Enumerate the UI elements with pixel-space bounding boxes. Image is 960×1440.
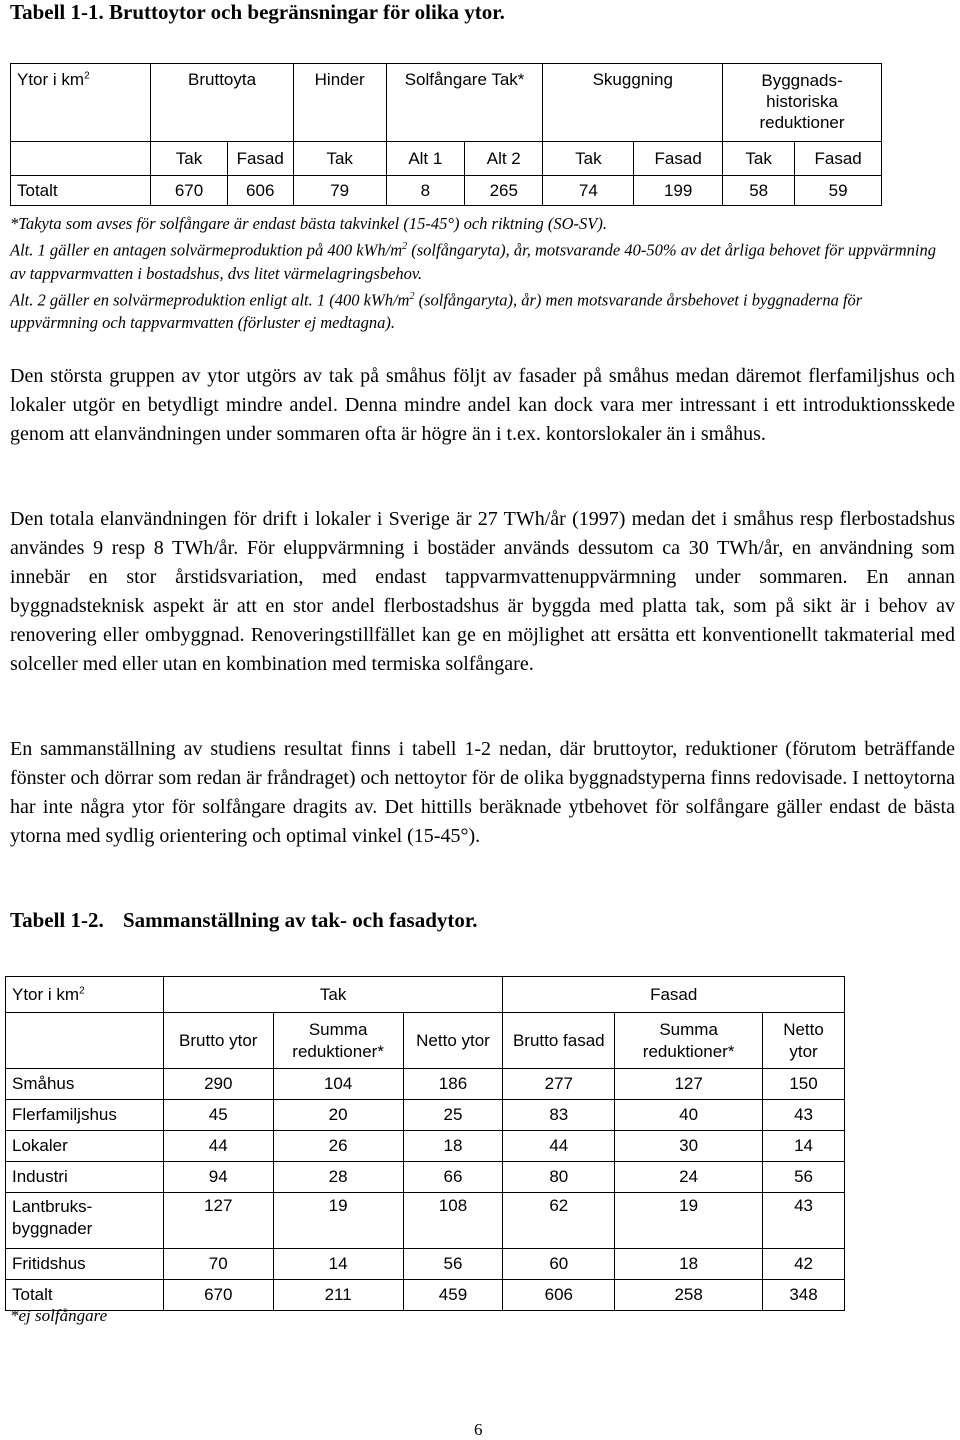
table1-header-ytor: Ytor i $km^2$ [11,64,151,142]
table1-cell: 59 [795,176,882,206]
table2-cell: 127 [163,1193,273,1249]
table2-header-ytor: Ytor i $km^2$ [6,977,164,1013]
table2-cell: 24 [615,1162,763,1193]
paragraph-1: Den största gruppen av ytor utgörs av tak på småhus följt av fasader på småhus medan däremot flerfamiljshus och lokaler utgör en betydligt mindre andel. Denna mindre andel kan dock vara mer intressant i ett introduktionsskede genom att elanvändningen under sommaren ofta är högre än i t.ex. kontorslokaler än i småhus. [10,365,955,445]
table1-note-alt1: Alt. 1 gäller en antagen solvärmeproduktion på 400 kWh/$m^2$ (solfångaryta), år, motsvarande 40-50% av det årliga behovet för uppvärmning av tappvarmvatten i bostadshus, dvs litet värmelagringsbehov. [10,240,936,283]
table2-header-row [6,977,845,1013]
table1-cell: 58 [723,176,795,206]
table2-cell: 348 [763,1280,845,1311]
table1-cell: 670 [151,176,227,206]
table2-row-label: Flerfamiljshus [6,1100,164,1131]
table2-cell: 80 [503,1162,615,1193]
table2-cell: 606 [503,1280,615,1311]
table1-row-label: Totalt [11,176,151,206]
table2-cell: 40 [615,1100,763,1131]
table-row [6,1100,845,1131]
table2-row-label: Fritidshus [6,1249,164,1280]
table1-cell: 265 [465,176,543,206]
table1-subheader: Tak [723,142,795,176]
table2-cell: 19 [273,1193,403,1249]
table2-subheader: Brutto ytor [163,1013,273,1069]
table2-subheader-row [6,1013,845,1069]
table2-cell: 459 [403,1280,503,1311]
table2-body [6,1069,845,1311]
table-row [6,1280,845,1311]
table2-cell: 42 [763,1249,845,1280]
table1-header-hinder: Hinder [293,64,386,142]
table2-cell: 43 [763,1193,845,1249]
paragraph-2: Den totala elanvändningen för drift i lokaler i Sverige är 27 TWh/år (1997) medan det i småhus resp flerbostadshus användes 9 resp 8 TWh/år. För eluppvärmning i bostäder används dessutom ca 30 TWh/år, en användning som innebär en stor årstidsvariation, med endast tappvarmvattenuppvärmning under sommaren. En annan byggnadsteknisk aspekt är att en stor andel flerbostadshus är byggda med platta tak, som på sikt är i behov av renovering eller ombyggnad. Renoveringstillfället kan ge en möjlighet att ersätta ett konventionellt takmaterial med solceller med eller utan en kombination med termiska solfångare. [10,508,955,675]
table2-cell: 19 [615,1193,763,1249]
paragraph-3: En sammanställning av studiens resultat finns i tabell 1-2 nedan, där bruttoytor, reduktioner (förutom beträffande fönster och dörrar som redan är fråndraget) och nettoytor för de olika byggnadstyperna finns redovisade. I nettoytorna har inte några ytor för solfångare dragits av. Det hittills beräknade ytbehovet för solfångare gäller endast de bästa ytorna med sydlig orientering och optimal vinkel (15-45°). [10,738,955,847]
table1-subheader: Tak [543,142,634,176]
table1-header-skuggning: Skuggning [543,64,723,142]
page-number: 6 [474,1420,483,1439]
table1-subheader: Alt 1 [386,142,464,176]
table2-cell: 70 [163,1249,273,1280]
table2-footnote: *ej solfångare [10,1306,108,1325]
table1-cell: 8 [386,176,464,206]
table2-cell: 66 [403,1162,503,1193]
table1-total-row [11,176,882,206]
table2-cell: 290 [163,1069,273,1100]
table2 [5,976,845,1311]
table2-header-fasad: Fasad [503,977,845,1013]
table1-subheader: Fasad [795,142,882,176]
table2-subheader: Netto ytor [403,1013,503,1069]
table1-subheader: Fasad [634,142,723,176]
table1-header-bruttoyta: Bruttoyta [151,64,293,142]
table2-cell: 14 [763,1131,845,1162]
table2-cell: 14 [273,1249,403,1280]
table2-row-label: Industri [6,1162,164,1193]
table2-cell: 44 [503,1131,615,1162]
table2-row-label: Lokaler [6,1131,164,1162]
table2-caption-number: Tabell 1-2. [10,908,104,932]
table2-row-label: Totalt [6,1280,164,1311]
table1-subheader: Tak [151,142,227,176]
table1-header-solfangare: Solfångare Tak* [386,64,543,142]
table2-cell: 211 [273,1280,403,1311]
table2-cell: 25 [403,1100,503,1131]
table2-cell: 56 [763,1162,845,1193]
table1-note-takyta: *Takyta som avses för solfångare är endast bästa takvinkel (15-45°) och riktning (SO-SV). [10,214,608,233]
table2-cell: 670 [163,1280,273,1311]
table2-cell: 127 [615,1069,763,1100]
table2-cell: 18 [403,1131,503,1162]
table-row [6,1162,845,1193]
table2-cell: 18 [615,1249,763,1280]
table-row [6,1131,845,1162]
table1-cell: 606 [227,176,293,206]
table2-cell: 62 [503,1193,615,1249]
table-row [6,1249,845,1280]
table1-note-alt2: Alt. 2 gäller en solvärmeproduktion enligt alt. 1 (400 kWh/$m^2$ (solfångaryta), år) men motsvarande årsbehovet i byggnaderna för uppvärmning och tappvarmvatten (förluster ej medtagna). [10,290,863,332]
table1-cell: 199 [634,176,723,206]
table1-subheader: Fasad [227,142,293,176]
table2-subheader: Summa reduktioner* [615,1013,763,1069]
table2-cell: 277 [503,1069,615,1100]
table2-cell: 45 [163,1100,273,1131]
table2-cell: 56 [403,1249,503,1280]
table1-subheader-empty [11,142,151,176]
table2-cell: 28 [273,1162,403,1193]
table2-cell: 20 [273,1100,403,1131]
table2-cell: 26 [273,1131,403,1162]
table2-cell: 108 [403,1193,503,1249]
table1-subheader-row [11,142,882,176]
table2-subheader: Summa reduktioner* [273,1013,403,1069]
table1-notes [10,212,950,334]
table2-cell: 44 [163,1131,273,1162]
table2-cell: 60 [503,1249,615,1280]
table-row [6,1069,845,1100]
table2-cell: 83 [503,1100,615,1131]
table1-caption: Tabell 1-1. Bruttoytor och begränsningar för olika ytor. [10,0,505,24]
table1-header-row [11,64,882,142]
table2-cell: 94 [163,1162,273,1193]
table-row [6,1193,845,1249]
table2-subheader: Brutto fasad [503,1013,615,1069]
table2-cell: 258 [615,1280,763,1311]
table1-subheader: Tak [293,142,386,176]
table1 [10,63,882,206]
table2-caption-text: Sammanställning av tak- och fasadytor. [123,908,478,932]
table2-subheader-empty [6,1013,164,1069]
table1-cell: 79 [293,176,386,206]
table2-row-label: Småhus [6,1069,164,1100]
table2-cell: 186 [403,1069,503,1100]
table1-subheader: Alt 2 [465,142,543,176]
table2-header-tak: Tak [163,977,503,1013]
table2-cell: 150 [763,1069,845,1100]
table1-cell: 74 [543,176,634,206]
table2-cell: 30 [615,1131,763,1162]
table2-subheader: Netto ytor [763,1013,845,1069]
table2-row-label: Lantbruks-byggnader [6,1193,164,1249]
table2-cell: 43 [763,1100,845,1131]
table2-cell: 104 [273,1069,403,1100]
table1-header-byggnadshistoriska: Byggnads-historiska reduktioner [723,64,882,142]
table2-caption [10,908,478,933]
